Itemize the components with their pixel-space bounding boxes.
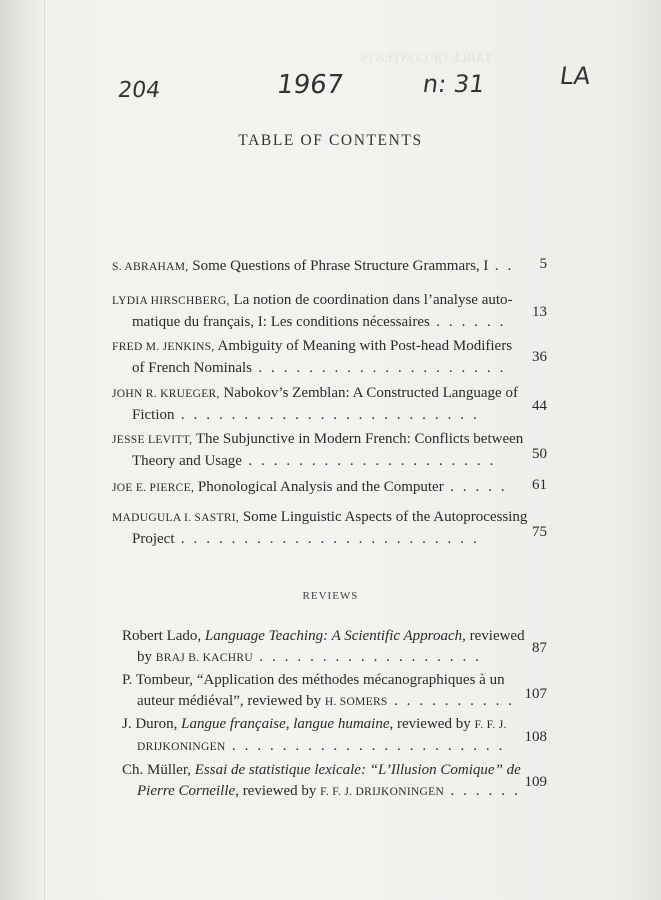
leader-dots: . . . . . . . . . . . . . . . . . . . .: [241, 453, 496, 469]
leader-dots: . . . . .: [443, 479, 508, 495]
review-entry: [122, 670, 522, 713]
reviews-heading: REVIEWS: [302, 590, 359, 602]
toc-entry: [112, 336, 512, 379]
toc-entry: [112, 256, 512, 278]
entry-title-cont: Fiction: [132, 407, 175, 423]
review-text: auteur médiéval”, reviewed by: [137, 693, 325, 709]
leader-dots: . . . . . .: [429, 314, 507, 330]
review-text: Robert Lado,: [122, 628, 205, 644]
review-text: J. Duron,: [122, 716, 182, 732]
leader-dots: . . . . . . . . . . . . . . . . . . . . . . . .: [174, 531, 480, 547]
review-text: , reviewed: [462, 628, 525, 644]
toc-entry: [112, 477, 512, 499]
handwritten-code: LA: [558, 62, 593, 90]
handwritten-number: 204: [116, 78, 162, 103]
review-text: Ch. Müller,: [122, 762, 195, 778]
entry-author: JOHN R. KRUEGER,: [112, 388, 220, 400]
review-page: 109: [524, 774, 547, 790]
entry-page: 36: [532, 349, 547, 365]
entry-page: 75: [532, 524, 547, 540]
review-book-title: Language Teaching: A Scientific Approach: [204, 628, 463, 644]
review-page: 87: [532, 640, 547, 656]
entry-author: JOE E. PIERCE,: [112, 482, 195, 494]
leader-dots: . . . . . .: [444, 783, 521, 799]
leader-dots: . .: [488, 258, 514, 274]
review-entry: [122, 626, 525, 669]
review-page: 108: [524, 729, 547, 745]
review-entry: [122, 714, 522, 758]
entry-title: Some Linguistic Aspects of the Autoprocessing: [239, 509, 528, 525]
entry-author: JESSE LEVITT,: [112, 434, 193, 446]
reviewer-name: F. F. J. DRIJKONINGEN: [320, 786, 445, 798]
entry-title: Nabokov’s Zemblan: A Constructed Language of: [219, 385, 518, 401]
entry-title: Phonological Analysis and the Computer: [194, 479, 444, 495]
toc-entry: [112, 290, 512, 333]
leader-dots: . . . . . . . . . . . . . . . . . . . . . . . .: [174, 407, 480, 423]
page-title: TABLE OF CONTENTS: [238, 132, 423, 149]
entry-author: S. ABRAHAM,: [112, 261, 189, 273]
review-book-title: Pierre Corneille: [137, 783, 236, 799]
leader-dots: . . . . . . . . . . . . . . . . . . . . . .: [225, 738, 505, 754]
review-text: by: [137, 649, 156, 665]
reviewer-name: F. F. J.: [474, 719, 507, 731]
handwritten-year: 1967: [274, 70, 346, 100]
entry-page: 5: [539, 256, 547, 272]
entry-page: 61: [532, 477, 547, 493]
bleed-through: TABLE OF CONTENTS: [360, 50, 492, 65]
toc-entry: [112, 383, 518, 426]
entry-title: Some Questions of Phrase Structure Grammars, I: [188, 258, 489, 274]
entry-author: LYDIA HIRSCHBERG,: [112, 295, 230, 307]
toc-entry: [112, 507, 528, 550]
leader-dots: . . . . . . . . . . . . . . . . . .: [252, 649, 482, 665]
entry-title: The Subjunctive in Modern French: Conflicts between: [192, 431, 524, 447]
toc-entry: [112, 429, 524, 472]
entry-title-cont: of French Nominals: [132, 360, 252, 376]
entry-title: La notion de coordination dans l’analyse auto-: [229, 292, 513, 308]
entry-author: FRED M. JENKINS,: [112, 341, 215, 353]
review-entry: [122, 760, 522, 803]
reviewer-name: DRIJKONINGEN: [137, 741, 226, 753]
entry-page: 44: [532, 398, 547, 414]
review-text: P. Tombeur, “Application des méthodes mécanographiques à un: [122, 672, 505, 688]
review-book-title: Essai de statistique lexicale: “L’Illusion Comique” de: [194, 762, 521, 778]
review-book-title: Langue française, langue humaine: [181, 716, 390, 732]
entry-page: 13: [532, 304, 547, 320]
entry-page: 50: [532, 446, 547, 462]
leader-dots: . . . . . . . . . . . . . . . . . . . .: [251, 360, 506, 376]
handwritten-issue: n: 31: [421, 70, 487, 98]
reviewer-name: BRAJ B. KACHRU: [155, 652, 253, 664]
entry-author: MADUGULA I. SASTRI,: [112, 512, 240, 524]
review-page: 107: [524, 686, 547, 702]
entry-title: Ambiguity of Meaning with Post-head Modifiers: [214, 338, 513, 354]
entry-title-cont: Theory and Usage: [132, 453, 242, 469]
reviewer-name: H. SOMERS: [324, 696, 388, 708]
entry-title-cont: Project: [132, 531, 175, 547]
review-text: , reviewed by: [389, 716, 475, 732]
entry-title-cont: matique du français, I: Les conditions nécessaires: [132, 314, 430, 330]
leader-dots: . . . . . . . . . .: [387, 693, 515, 709]
review-text: , reviewed by: [235, 783, 321, 799]
